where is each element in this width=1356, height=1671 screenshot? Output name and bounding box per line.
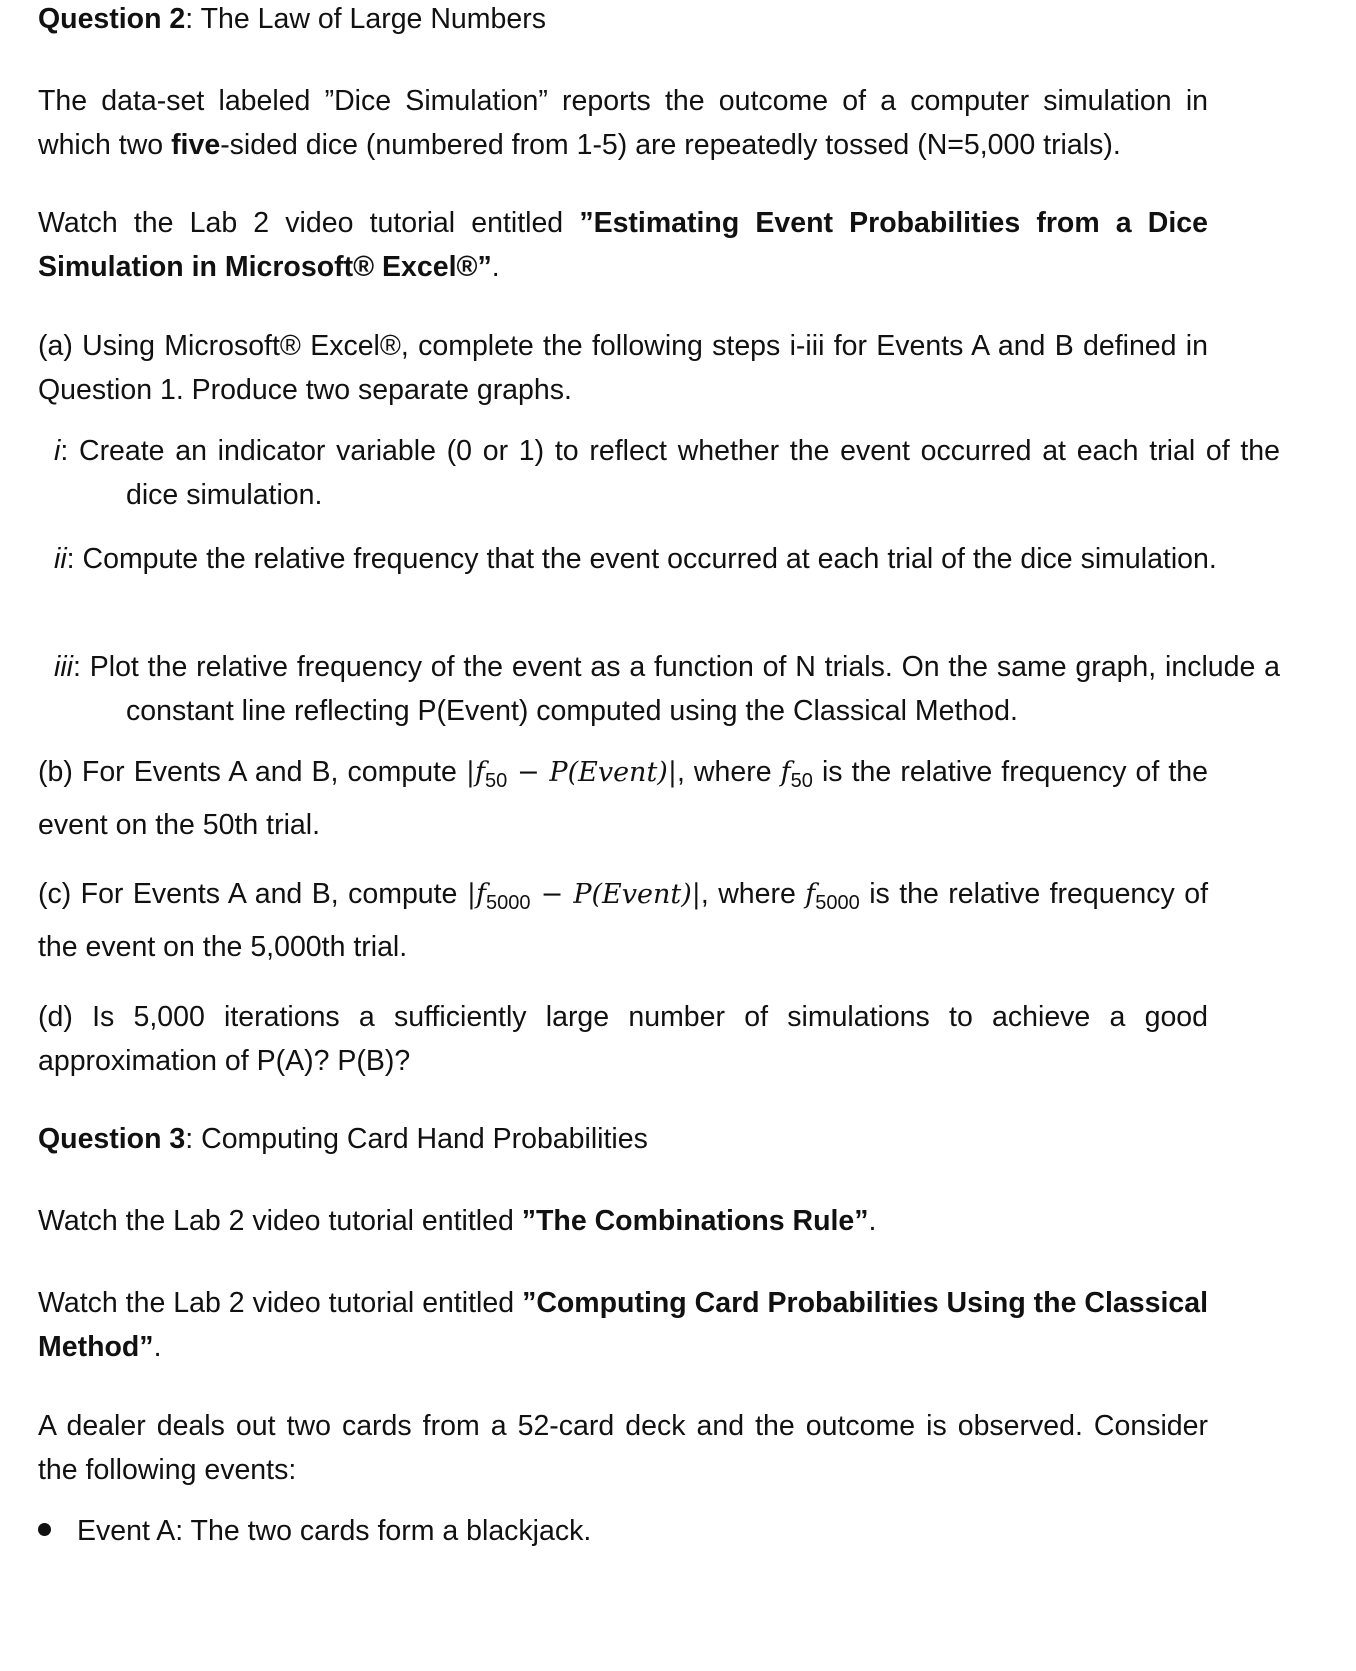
q2-label: Question 2	[38, 3, 186, 35]
q2-intro-bold: five	[171, 128, 221, 161]
step-iii	[54, 646, 1280, 733]
bullet-text: Event A: The two cards form a blackjack.	[77, 1515, 592, 1547]
part-c-f2: f	[805, 879, 816, 910]
part-c-f: f	[475, 879, 486, 910]
step-i-number: i	[54, 435, 61, 467]
q3-watch2-end: .	[153, 1330, 162, 1363]
step-i	[54, 430, 1280, 517]
q3-watch2-text: Watch the Lab 2 video tutorial entitled	[38, 1287, 523, 1319]
part-b-formula-f	[475, 757, 508, 792]
part-b-f2: f	[780, 757, 791, 788]
step-i-text: : Create an indicator variable (0 or 1) to reflect whether the event occurred at each trial of the dice simulation.	[60, 435, 1280, 511]
q2-watch-tutorial-title: ”Estimating Event Probabilities from a Dice Simulation in Microsoft® Excel®”	[38, 207, 1208, 283]
q3-watch2-tutorial-title: ”Computing Card Probabilities Using the Classical Method”	[38, 1287, 1208, 1363]
part-b-f-subscript: 50	[485, 770, 508, 792]
q2-intro	[38, 80, 1208, 167]
part-c-f2-subscript: 5000	[815, 892, 860, 914]
q3-watch-combinations	[38, 1200, 1208, 1244]
q2-intro-text-end: -sided dice (numbered from 1-5) are repeatedly tossed (N=5,000 trials).	[220, 128, 1121, 161]
part-c-text: (c) For Events A and B, compute	[38, 878, 467, 910]
q3-watch1-text: Watch the Lab 2 video tutorial entitled	[38, 1205, 522, 1237]
q2-watch-text: Watch the Lab 2 video tutorial entitled	[38, 207, 580, 239]
part-b-formula-f2	[780, 757, 813, 792]
part-b-where: , where	[676, 756, 781, 788]
part-c-formula-f2	[805, 879, 860, 914]
step-iii-number: iii	[54, 651, 73, 683]
step-iii-text: : Plot the relative frequency of the event as a function of N trials. On the same graph, include a constant line reflecting P(Event) computed using the Classical Method.	[73, 651, 1280, 727]
q3-label: Question 3	[38, 1123, 186, 1155]
part-c-abs-close: |	[691, 879, 701, 910]
q2-title: : The Law of Large Numbers	[185, 3, 546, 35]
q2-part-d: (d) Is 5,000 iterations a sufficiently large number of simulations to achieve a good approximation of P(A)? P(B)?	[38, 1001, 1208, 1077]
step-ii-text: : Compute the relative frequency that the event occurred at each trial of the dice simulation.	[66, 543, 1217, 575]
part-c-minus: −	[530, 879, 574, 910]
bullet-icon	[38, 1523, 51, 1536]
q3-watch1-tutorial-title: ”The Combinations Rule”	[521, 1205, 869, 1237]
part-c-f-subscript: 5000	[485, 892, 531, 914]
q3-heading	[38, 1118, 1208, 1162]
part-b-pevent: P(Event)	[549, 757, 668, 788]
part-c-formula-f	[475, 879, 531, 914]
part-b-f2-subscript: 50	[790, 770, 813, 792]
q2-intro-text: The data-set labeled ”Dice Simulation” reports the outcome of a computer simulation in which two	[38, 85, 1208, 161]
step-ii	[54, 538, 1280, 582]
part-c-abs-open: |	[466, 879, 476, 910]
part-b-abs-close: |	[667, 757, 677, 788]
q3-dealer: A dealer deals out two cards from a 52-card deck and the outcome is observed. Consider the following events:	[38, 1410, 1208, 1486]
part-b-f: f	[475, 757, 486, 788]
part-b-abs-open: |	[465, 757, 476, 788]
part-c-text-end: is the relative frequency of the event on the 5,000th trial.	[38, 878, 1208, 963]
step-ii-number: ii	[54, 543, 67, 575]
part-c-pevent: P(Event)	[573, 879, 692, 910]
q2-heading	[38, 0, 1208, 42]
q3-watch1-end: .	[868, 1205, 877, 1237]
q3-title: : Computing Card Hand Probabilities	[185, 1123, 648, 1155]
part-b-text: (b) For Events A and B, compute	[38, 756, 466, 788]
q2-watch-end: .	[491, 250, 500, 283]
q2-part-c	[38, 873, 1208, 969]
part-c-where: , where	[700, 878, 806, 910]
part-b-text-end: is the relative frequency of the event on the 50th trial.	[38, 756, 1208, 841]
q2-part-a: (a) Using Microsoft® Excel®, complete the following steps i-iii for Events A and B defined in Question 1. Produce two separate graphs.	[38, 330, 1208, 406]
bullet-item	[38, 1510, 1208, 1554]
part-b-minus: −	[507, 757, 550, 788]
q2-part-b	[38, 751, 1208, 847]
q2-watch	[38, 202, 1208, 289]
q3-watch-card-probabilities	[38, 1282, 1208, 1369]
